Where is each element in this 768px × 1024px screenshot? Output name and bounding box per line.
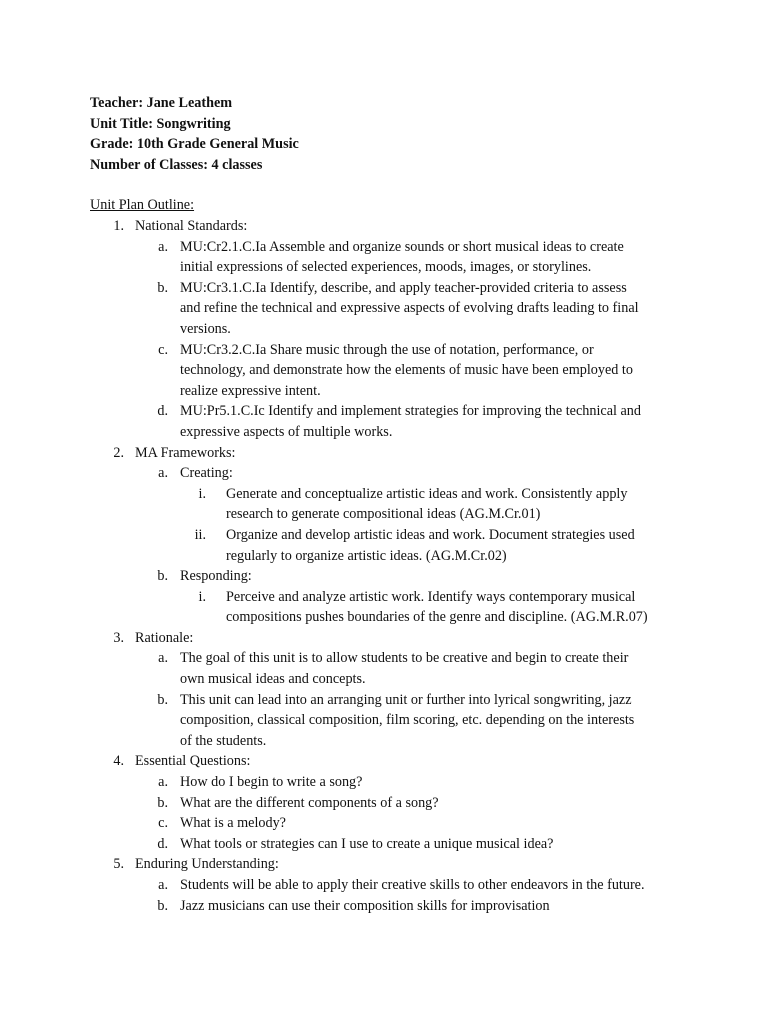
text-line: Generate and conceptualize artistic ideas and work. Consistently apply [226,485,628,502]
text-line: regularly to organize artistic ideas. (AG.M.Cr.02) [226,547,507,564]
list-item-text [180,463,690,484]
text-line: MU:Cr3.1.C.Ia Identify, describe, and apply teacher-provided criteria to assess [180,279,627,296]
list-marker: b. [157,279,168,296]
list-item-text [226,587,706,628]
section-label: MA Frameworks: [135,444,236,461]
text-line: Creating: [180,465,233,482]
outline-title: Unit Plan Outline: [90,197,195,214]
text-line: and refine the technical and expressive aspects of evolving drafts leading to final [180,300,639,317]
list-marker: b. [157,691,168,708]
teacher-line: Teacher: Jane Leathem [90,95,233,111]
outline-item [90,463,690,484]
text-line: Students will be able to apply their creative skills to other endeavors in the future. [180,877,645,894]
text-line: MU:Cr2.1.C.Ia Assemble and organize sounds or short musical ideas to create [180,238,624,255]
list-marker: d. [157,403,168,420]
list-item-text [180,875,690,896]
text-line: Jazz musicians can use their composition skills for improvisation [180,897,550,914]
outline-item [90,834,690,855]
section-marker: 5. [113,856,124,873]
section-marker: 2. [113,444,124,461]
list-item-text [180,793,690,814]
section-label: Enduring Understanding: [135,856,279,873]
unit-plan-outline [90,216,690,916]
list-marker: a. [158,465,168,482]
outline-subitem [90,484,690,525]
list-item-text [180,690,690,752]
list-marker: a. [158,650,168,667]
list-marker: ii. [194,526,206,543]
outline-item [90,401,690,442]
list-item-text [226,484,706,525]
text-line: expressive aspects of multiple works. [180,423,393,440]
outline-item [90,875,690,896]
list-marker: c. [158,815,168,832]
text-line: compositions pushes boundaries of the genre and discipline. (AG.M.R.07) [226,609,648,626]
text-line: MU:Cr3.2.C.Ia Share music through the use of notation, performance, or [180,341,594,358]
spacer [90,175,690,195]
list-item-text [180,772,690,793]
text-line: initial expressions of selected experiences, moods, images, or storylines. [180,259,592,276]
list-item-text [180,401,690,442]
section-marker: 1. [113,217,124,234]
text-line: What tools or strategies can I use to create a unique musical idea? [180,835,554,852]
outline-subitem [90,525,690,566]
outline-item [90,896,690,917]
text-line: MU:Pr5.1.C.Ic Identify and implement strategies for improving the technical and [180,403,641,420]
outline-item [90,340,690,402]
list-marker: i. [198,485,206,502]
list-item-text [180,834,690,855]
list-marker: c. [158,341,168,358]
outline-item [90,813,690,834]
outline-item [90,566,690,587]
text-line: Organize and develop artistic ideas and work. Document strategies used [226,526,635,543]
text-line: own musical ideas and concepts. [180,671,366,688]
list-marker: a. [158,774,168,791]
outline-item [90,772,690,793]
list-item-text [180,340,690,402]
list-marker: d. [157,835,168,852]
list-item-text [180,813,690,834]
text-line: research to generate compositional ideas (AG.M.Cr.01) [226,506,541,523]
text-line: versions. [180,320,231,337]
classes-line: Number of Classes: 4 classes [90,156,263,173]
text-line: The goal of this unit is to allow students to be creative and begin to create their [180,650,629,667]
list-marker: a. [158,877,168,894]
grade-line: Grade: 10th Grade General Music [90,136,299,153]
section-label: Rationale: [135,629,194,646]
list-item-text [226,525,706,566]
text-line: What are the different components of a song? [180,794,439,811]
section-heading [90,751,690,772]
list-item-text [180,896,690,917]
section-marker: 3. [113,629,124,646]
text-line: Perceive and analyze artistic work. Identify ways contemporary musical [226,588,636,605]
text-line: This unit can lead into an arranging unit or further into lyrical songwriting, jazz [180,691,632,708]
list-item-text [180,566,690,587]
section-heading [90,443,690,464]
section-heading [90,216,690,237]
list-marker: b. [157,897,168,914]
text-line: composition, classical composition, film scoring, etc. depending on the interests [180,712,635,729]
outline-item [90,278,690,340]
list-marker: b. [157,794,168,811]
text-line: of the students. [180,732,267,749]
outline-item [90,793,690,814]
list-marker: a. [158,238,168,255]
list-marker: i. [198,588,206,605]
section-heading [90,854,690,875]
unit-title-line: Unit Title: Songwriting [90,115,231,132]
list-item-text [180,237,690,278]
text-line: Responding: [180,568,252,585]
document-page [90,93,690,916]
outline-item [90,648,690,689]
text-line: technology, and demonstrate how the elements of music have been employed to [180,362,633,379]
outline-subitem [90,587,690,628]
section-label: Essential Questions: [135,753,251,770]
outline-item [90,237,690,278]
list-item-text [180,278,690,340]
text-line: How do I begin to write a song? [180,774,363,791]
section-heading [90,628,690,649]
list-item-text [180,648,690,689]
section-marker: 4. [113,753,124,770]
outline-item [90,690,690,752]
text-line: What is a melody? [180,815,286,832]
section-label: National Standards: [135,217,248,234]
list-marker: b. [157,568,168,585]
text-line: realize expressive intent. [180,382,321,399]
